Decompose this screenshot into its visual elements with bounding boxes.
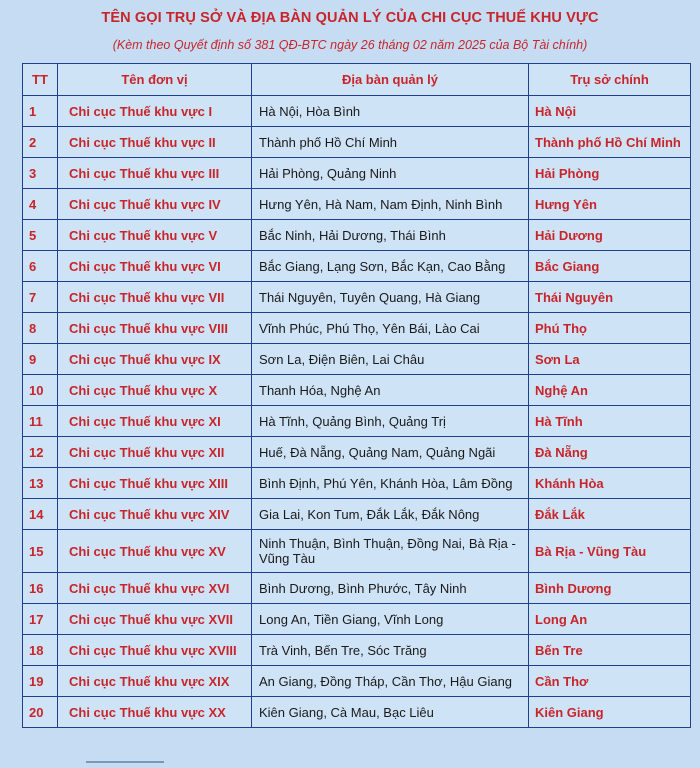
cell-unit-name: Chi cục Thuế khu vực VII [58,282,252,313]
cell-tt: 9 [23,344,58,375]
cell-unit-name: Chi cục Thuế khu vực VI [58,251,252,282]
cell-unit-name: Chi cục Thuế khu vực II [58,127,252,158]
table-row [23,666,691,697]
cell-managed-area: Thanh Hóa, Nghệ An [252,375,529,406]
cell-unit-name: Chi cục Thuế khu vực III [58,158,252,189]
cell-headquarters: Phú Thọ [529,313,691,344]
cell-headquarters: Cần Thơ [529,666,691,697]
table-row [23,573,691,604]
cell-tt: 17 [23,604,58,635]
table-header-row [23,64,691,96]
cell-tt: 2 [23,127,58,158]
cell-tt: 20 [23,697,58,728]
page-title: TÊN GỌI TRỤ SỞ VÀ ĐỊA BÀN QUẢN LÝ CỦA CHI CỤC THUẾ KHU VỰC [101,10,599,26]
table-row [23,406,691,437]
table-row [23,468,691,499]
cell-headquarters: Kiên Giang [529,697,691,728]
cell-tt: 7 [23,282,58,313]
cell-managed-area: Vĩnh Phúc, Phú Thọ, Yên Bái, Lào Cai [252,313,529,344]
cell-tt: 12 [23,437,58,468]
cell-unit-name: Chi cục Thuế khu vực VIII [58,313,252,344]
cell-tt: 16 [23,573,58,604]
cell-unit-name: Chi cục Thuế khu vực XI [58,406,252,437]
cell-headquarters: Đắk Lắk [529,499,691,530]
cell-tt: 14 [23,499,58,530]
table-row [23,127,691,158]
cell-tt: 15 [23,530,58,573]
cell-managed-area: Gia Lai, Kon Tum, Đắk Lắk, Đắk Nông [252,499,529,530]
page-subtitle: (Kèm theo Quyết định số 381 QĐ-BTC ngày 26 tháng 02 năm 2025 của Bộ Tài chính) [112,38,588,52]
tax-office-table [22,63,691,728]
cell-headquarters: Đà Nẵng [529,437,691,468]
cell-tt: 6 [23,251,58,282]
cell-managed-area: Bắc Ninh, Hải Dương, Thái Bình [252,220,529,251]
cell-tt: 18 [23,635,58,666]
cell-headquarters: Hà Nội [529,96,691,127]
cell-managed-area: Long An, Tiền Giang, Vĩnh Long [252,604,529,635]
cell-managed-area: Hải Phòng, Quảng Ninh [252,158,529,189]
cell-managed-area: Sơn La, Điện Biên, Lai Châu [252,344,529,375]
cell-unit-name: Chi cục Thuế khu vực XVI [58,573,252,604]
table-row [23,499,691,530]
cell-unit-name: Chi cục Thuế khu vực XVII [58,604,252,635]
cell-headquarters: Long An [529,604,691,635]
table-row [23,189,691,220]
cell-unit-name: Chi cục Thuế khu vực X [58,375,252,406]
cell-tt: 4 [23,189,58,220]
cell-headquarters: Hải Phòng [529,158,691,189]
table-row [23,158,691,189]
table-row [23,604,691,635]
cell-managed-area: Huế, Đà Nẵng, Quảng Nam, Quảng Ngãi [252,437,529,468]
table-row [23,530,691,573]
table-row [23,344,691,375]
header-tt: TT [23,64,58,96]
cell-headquarters: Hải Dương [529,220,691,251]
header-hq: Trụ sở chính [529,64,691,96]
cell-unit-name: Chi cục Thuế khu vực XVIII [58,635,252,666]
table-row [23,282,691,313]
table-row [23,437,691,468]
cell-tt: 13 [23,468,58,499]
cell-managed-area: An Giang, Đồng Tháp, Cần Thơ, Hậu Giang [252,666,529,697]
cell-headquarters: Khánh Hòa [529,468,691,499]
cell-tt: 19 [23,666,58,697]
cell-unit-name: Chi cục Thuế khu vực XII [58,437,252,468]
cell-headquarters: Bình Dương [529,573,691,604]
cell-managed-area: Ninh Thuận, Bình Thuận, Đồng Nai, Bà Rịa - Vũng Tàu [252,530,529,573]
cell-unit-name: Chi cục Thuế khu vực XX [58,697,252,728]
cell-headquarters: Bắc Giang [529,251,691,282]
cell-tt: 10 [23,375,58,406]
footer-mark [86,761,164,763]
table-row [23,251,691,282]
cell-managed-area: Hà Tĩnh, Quảng Bình, Quảng Trị [252,406,529,437]
cell-unit-name: Chi cục Thuế khu vực XIII [58,468,252,499]
cell-managed-area: Trà Vinh, Bến Tre, Sóc Trăng [252,635,529,666]
header-unit: Tên đơn vị [58,64,252,96]
cell-unit-name: Chi cục Thuế khu vực XIV [58,499,252,530]
cell-managed-area: Thái Nguyên, Tuyên Quang, Hà Giang [252,282,529,313]
table-row [23,697,691,728]
cell-managed-area: Hưng Yên, Hà Nam, Nam Định, Ninh Bình [252,189,529,220]
cell-unit-name: Chi cục Thuế khu vực XIX [58,666,252,697]
cell-headquarters: Nghệ An [529,375,691,406]
cell-unit-name: Chi cục Thuế khu vực V [58,220,252,251]
cell-tt: 1 [23,96,58,127]
cell-tt: 8 [23,313,58,344]
table-row [23,96,691,127]
table-row [23,635,691,666]
cell-managed-area: Bình Dương, Bình Phước, Tây Ninh [252,573,529,604]
table-body [23,96,691,728]
cell-managed-area: Kiên Giang, Cà Mau, Bạc Liêu [252,697,529,728]
cell-unit-name: Chi cục Thuế khu vực IV [58,189,252,220]
cell-headquarters: Bến Tre [529,635,691,666]
cell-tt: 3 [23,158,58,189]
table-row [23,313,691,344]
cell-headquarters: Sơn La [529,344,691,375]
header-area: Địa bàn quản lý [252,64,529,96]
cell-tt: 5 [23,220,58,251]
cell-unit-name: Chi cục Thuế khu vực XV [58,530,252,573]
cell-unit-name: Chi cục Thuế khu vực IX [58,344,252,375]
cell-headquarters: Hưng Yên [529,189,691,220]
cell-tt: 11 [23,406,58,437]
cell-managed-area: Thành phố Hồ Chí Minh [252,127,529,158]
cell-managed-area: Hà Nội, Hòa Bình [252,96,529,127]
cell-headquarters: Hà Tĩnh [529,406,691,437]
cell-managed-area: Bình Định, Phú Yên, Khánh Hòa, Lâm Đồng [252,468,529,499]
table-row [23,375,691,406]
cell-unit-name: Chi cục Thuế khu vực I [58,96,252,127]
cell-headquarters: Thành phố Hồ Chí Minh [529,127,691,158]
cell-headquarters: Thái Nguyên [529,282,691,313]
cell-headquarters: Bà Rịa - Vũng Tàu [529,530,691,573]
table-row [23,220,691,251]
cell-managed-area: Bắc Giang, Lạng Sơn, Bắc Kạn, Cao Bằng [252,251,529,282]
